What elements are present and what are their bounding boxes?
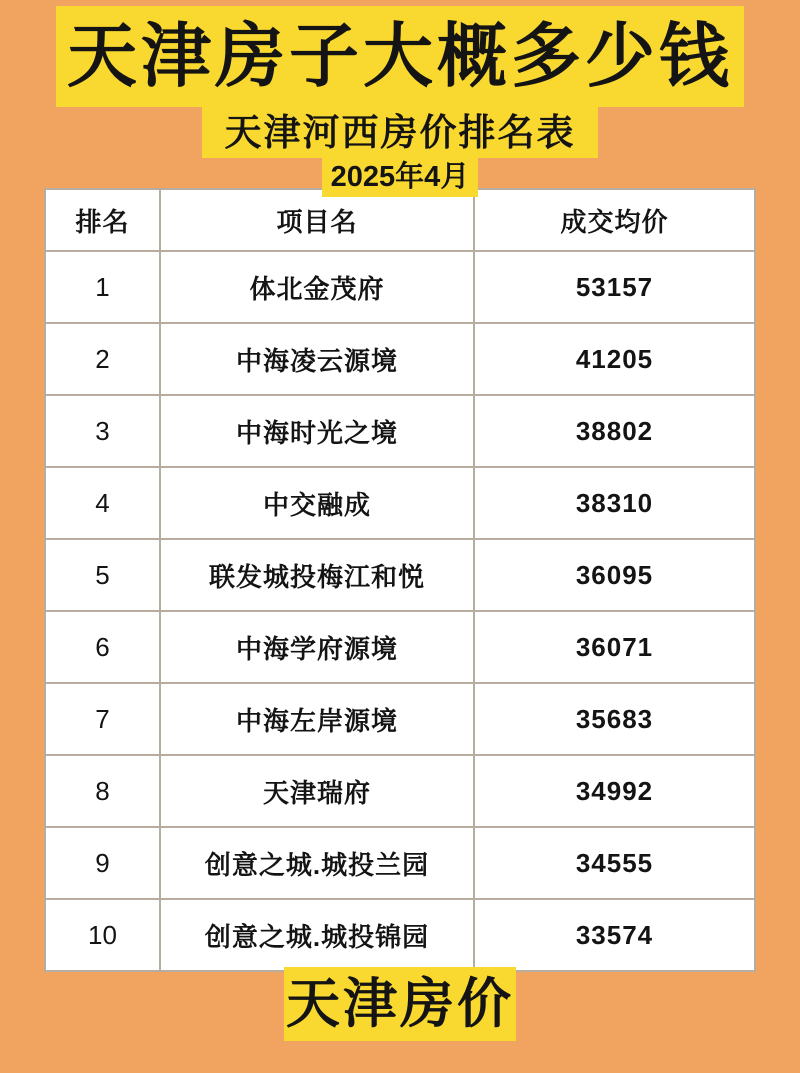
price-cell: 35683 xyxy=(474,683,755,755)
name-cell: 创意之城.城投兰园 xyxy=(160,827,474,899)
date-label: 2025年4月 xyxy=(322,158,478,197)
price-cell: 36071 xyxy=(474,611,755,683)
rank-cell: 10 xyxy=(45,899,160,971)
table-row xyxy=(45,395,755,467)
rank-cell: 3 xyxy=(45,395,160,467)
rank-cell: 1 xyxy=(45,251,160,323)
price-cell: 53157 xyxy=(474,251,755,323)
name-cell: 创意之城.城投锦园 xyxy=(160,899,474,971)
rank-cell: 5 xyxy=(45,539,160,611)
rank-cell: 4 xyxy=(45,467,160,539)
table-row xyxy=(45,683,755,755)
name-cell: 中海学府源境 xyxy=(160,611,474,683)
table-row xyxy=(45,251,755,323)
table-row xyxy=(45,899,755,971)
table-row xyxy=(45,755,755,827)
name-cell: 中交融成 xyxy=(160,467,474,539)
name-cell: 体北金茂府 xyxy=(160,251,474,323)
table-row xyxy=(45,467,755,539)
rank-cell: 6 xyxy=(45,611,160,683)
header-name: 项目名 xyxy=(160,189,474,251)
rank-cell: 2 xyxy=(45,323,160,395)
price-cell: 34555 xyxy=(474,827,755,899)
price-cell: 38310 xyxy=(474,467,755,539)
table-row xyxy=(45,539,755,611)
header-price: 成交均价 xyxy=(474,189,755,251)
rank-cell: 8 xyxy=(45,755,160,827)
name-cell: 中海左岸源境 xyxy=(160,683,474,755)
header-rank: 排名 xyxy=(45,189,160,251)
page-title: 天津房子大概多少钱 xyxy=(56,6,744,107)
price-cell: 38802 xyxy=(474,395,755,467)
table-header-row xyxy=(45,189,755,251)
price-ranking-table xyxy=(44,188,756,972)
price-cell: 41205 xyxy=(474,323,755,395)
name-cell: 中海时光之境 xyxy=(160,395,474,467)
name-cell: 中海凌云源境 xyxy=(160,323,474,395)
name-cell: 天津瑞府 xyxy=(160,755,474,827)
rank-cell: 9 xyxy=(45,827,160,899)
rank-cell: 7 xyxy=(45,683,160,755)
price-cell: 33574 xyxy=(474,899,755,971)
footer-label: 天津房价 xyxy=(284,967,516,1041)
table-row xyxy=(45,611,755,683)
table-row xyxy=(45,323,755,395)
price-cell: 34992 xyxy=(474,755,755,827)
price-cell: 36095 xyxy=(474,539,755,611)
name-cell: 联发城投梅江和悦 xyxy=(160,539,474,611)
page-subtitle: 天津河西房价排名表 xyxy=(202,107,598,158)
table-row xyxy=(45,827,755,899)
